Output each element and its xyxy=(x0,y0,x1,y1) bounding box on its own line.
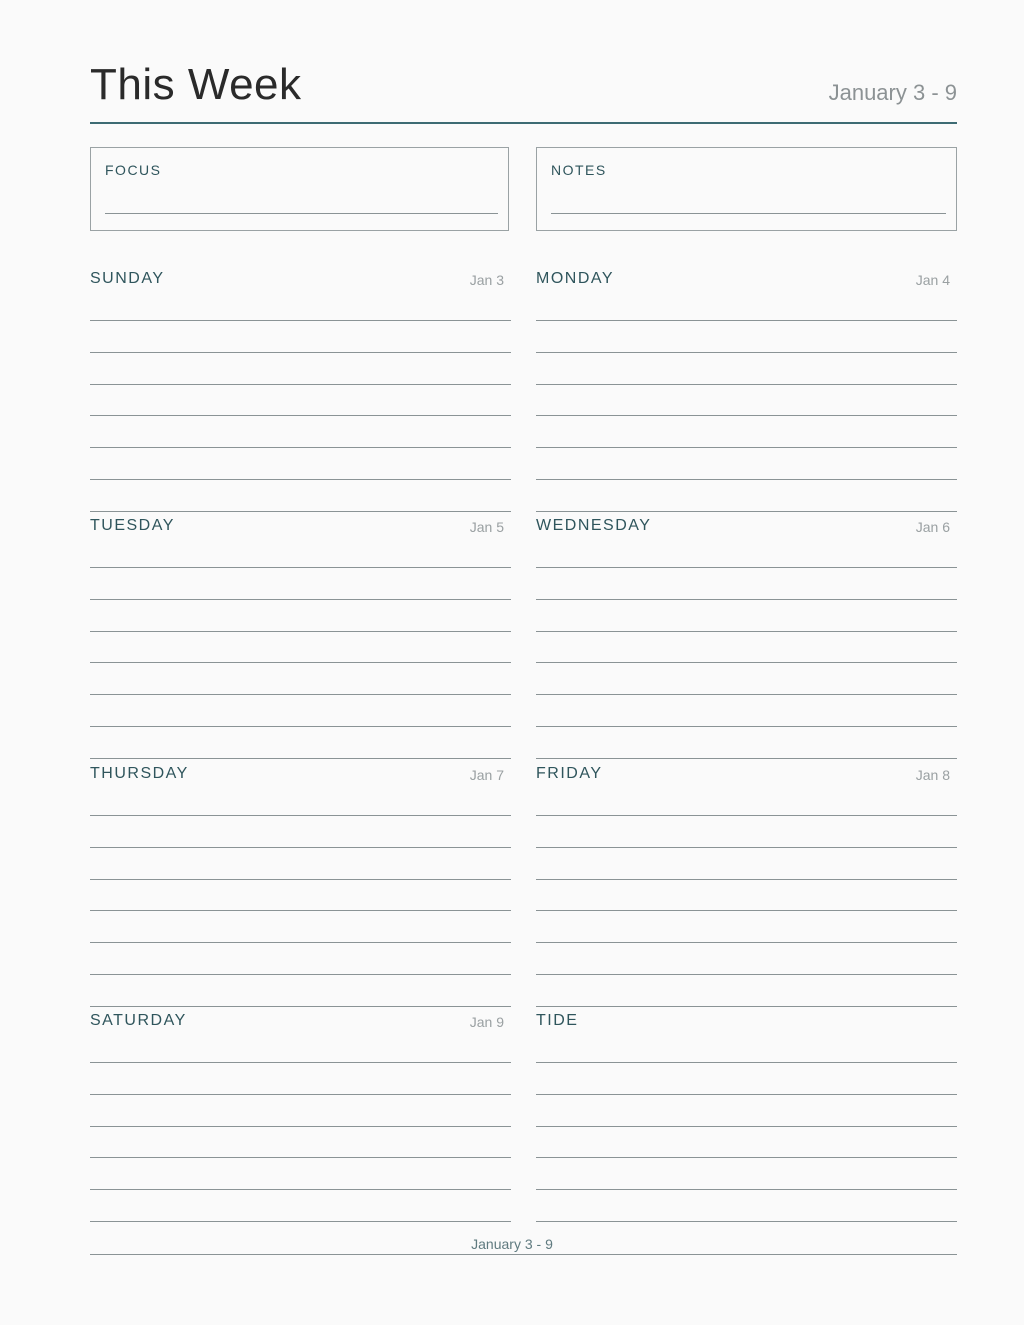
writing-line[interactable] xyxy=(536,384,957,385)
notes-box[interactable] xyxy=(536,147,957,231)
day-block-friday xyxy=(536,765,957,793)
writing-line[interactable] xyxy=(90,942,511,943)
writing-line[interactable] xyxy=(536,942,957,943)
writing-line[interactable] xyxy=(90,1221,511,1222)
day-date: Jan 6 xyxy=(915,519,950,535)
writing-line[interactable] xyxy=(536,910,957,911)
notes-label: NOTES xyxy=(551,162,607,178)
title-rule xyxy=(90,122,957,124)
writing-line[interactable] xyxy=(90,511,511,512)
writing-line[interactable] xyxy=(90,320,511,321)
writing-line[interactable] xyxy=(90,631,511,632)
day-name: MONDAY xyxy=(536,270,615,287)
day-name: TUESDAY xyxy=(90,517,175,534)
focus-label: FOCUS xyxy=(105,162,162,178)
day-block-saturday xyxy=(90,1012,511,1040)
writing-line[interactable] xyxy=(536,694,957,695)
writing-line[interactable] xyxy=(90,694,511,695)
writing-line[interactable] xyxy=(90,758,511,759)
writing-line[interactable] xyxy=(536,1126,957,1127)
writing-line[interactable] xyxy=(90,910,511,911)
day-date: Jan 5 xyxy=(469,519,504,535)
writing-line[interactable] xyxy=(536,1006,957,1007)
writing-line[interactable] xyxy=(90,1126,511,1127)
writing-line[interactable] xyxy=(90,1189,511,1190)
writing-line[interactable] xyxy=(536,726,957,727)
writing-line[interactable] xyxy=(90,479,511,480)
writing-line[interactable] xyxy=(536,758,957,759)
writing-line[interactable] xyxy=(536,1221,957,1222)
writing-line[interactable] xyxy=(90,1006,511,1007)
day-block-tide xyxy=(536,1012,957,1040)
day-name: THURSDAY xyxy=(90,765,189,782)
writing-line[interactable] xyxy=(536,567,957,568)
page-title: This Week xyxy=(90,60,302,109)
day-name: TIDE xyxy=(536,1012,579,1029)
day-date: Jan 9 xyxy=(469,1014,504,1030)
day-name: WEDNESDAY xyxy=(536,517,652,534)
writing-line[interactable] xyxy=(536,320,957,321)
writing-line[interactable] xyxy=(90,974,511,975)
writing-line[interactable] xyxy=(536,1157,957,1158)
day-date: Jan 4 xyxy=(915,272,950,288)
day-block-sunday xyxy=(90,270,511,298)
writing-line[interactable] xyxy=(90,879,511,880)
footer-line xyxy=(90,1254,957,1255)
writing-line[interactable] xyxy=(90,662,511,663)
writing-line[interactable] xyxy=(536,415,957,416)
writing-line[interactable] xyxy=(536,599,957,600)
focus-input-line[interactable] xyxy=(105,213,498,214)
writing-line[interactable] xyxy=(536,1189,957,1190)
writing-line[interactable] xyxy=(90,384,511,385)
day-name: FRIDAY xyxy=(536,765,603,782)
writing-line[interactable] xyxy=(90,726,511,727)
writing-line[interactable] xyxy=(536,511,957,512)
footer-text: January 3 - 9 xyxy=(471,1236,553,1252)
focus-box[interactable] xyxy=(90,147,509,231)
day-date: Jan 3 xyxy=(469,272,504,288)
writing-line[interactable] xyxy=(90,599,511,600)
day-block-tuesday xyxy=(90,517,511,545)
writing-line[interactable] xyxy=(90,567,511,568)
writing-line[interactable] xyxy=(90,815,511,816)
date-range: January 3 - 9 xyxy=(828,80,957,105)
writing-line[interactable] xyxy=(536,1062,957,1063)
day-block-wednesday xyxy=(536,517,957,545)
writing-line[interactable] xyxy=(536,1094,957,1095)
day-name: SUNDAY xyxy=(90,270,165,287)
writing-line[interactable] xyxy=(90,352,511,353)
writing-line[interactable] xyxy=(90,1062,511,1063)
writing-line[interactable] xyxy=(90,415,511,416)
writing-line[interactable] xyxy=(536,479,957,480)
writing-line[interactable] xyxy=(536,352,957,353)
writing-line[interactable] xyxy=(90,1157,511,1158)
writing-line[interactable] xyxy=(536,631,957,632)
writing-line[interactable] xyxy=(536,662,957,663)
writing-line[interactable] xyxy=(536,974,957,975)
writing-line[interactable] xyxy=(536,879,957,880)
writing-line[interactable] xyxy=(90,1094,511,1095)
writing-line[interactable] xyxy=(536,847,957,848)
writing-line[interactable] xyxy=(90,447,511,448)
writing-line[interactable] xyxy=(90,847,511,848)
day-date: Jan 8 xyxy=(915,767,950,783)
day-block-thursday xyxy=(90,765,511,793)
notes-input-line[interactable] xyxy=(551,213,946,214)
day-name: SATURDAY xyxy=(90,1012,187,1029)
day-date: Jan 7 xyxy=(469,767,504,783)
day-block-monday xyxy=(536,270,957,298)
writing-line[interactable] xyxy=(536,815,957,816)
writing-line[interactable] xyxy=(536,447,957,448)
